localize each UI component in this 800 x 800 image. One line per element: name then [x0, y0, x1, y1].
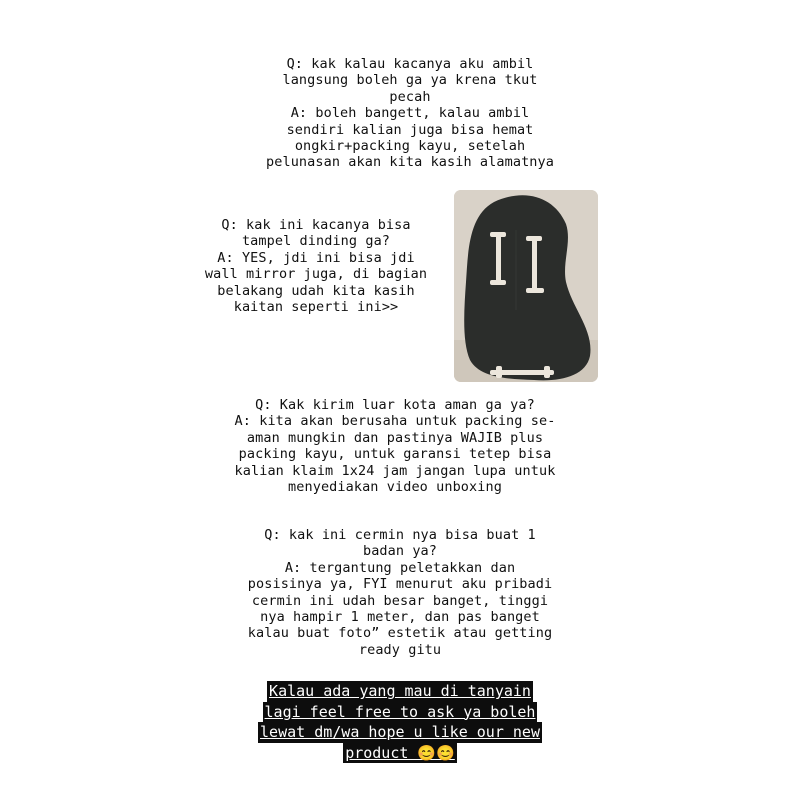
banner-line: product 😊😊 — [345, 743, 455, 762]
qa-block-pickup — [245, 56, 575, 171]
qa-block-full-body — [230, 527, 570, 658]
qa-line: ready gitu — [358, 641, 442, 658]
qa-line: A: boleh bangett, kalau ambil — [290, 105, 530, 122]
qa-line: Q: kak kalau kacanya aku ambil — [286, 56, 534, 72]
qa-line: kaitan seperti ini>> — [233, 299, 399, 316]
qa-line: Q: kak ini cermin nya bisa buat 1 — [264, 527, 536, 543]
qa-line: pelunasan akan kita kasih alamatnya — [266, 154, 554, 171]
qa-line: cermin ini udah besar banget, tinggi — [251, 592, 549, 609]
banner-line: lewat dm/wa hope u like our new — [260, 723, 540, 741]
qa-line: packing kayu, untuk garansi tetep bisa — [238, 446, 552, 463]
qa-line: badan ya? — [362, 543, 438, 560]
qa-line: nya hampir 1 meter, dan pas banget — [260, 609, 540, 626]
qa-line: kalau buat foto” estetik atau getting — [247, 625, 553, 642]
closing-banner — [220, 681, 580, 763]
qa-line: kalian klaim 1x24 jam jangan lupa untuk — [234, 462, 556, 479]
qa-line: aman mungkin dan pastinya WAJIB plus — [246, 429, 544, 446]
qa-line: Q: Kak kirim luar kota aman ga ya? — [255, 397, 535, 413]
qa-line: A: kita akan berusaha untuk packing se- — [234, 413, 556, 430]
banner-line: lagi feel free to ask ya boleh — [264, 702, 536, 721]
qa-line: tampel dinding ga? — [241, 233, 391, 250]
qa-line: belakang udah kita kasih — [217, 282, 415, 299]
qa-line: Q: kak ini kacanya bisa — [221, 217, 411, 233]
mirror-back-photo — [454, 190, 598, 382]
qa-line: menyediakan video unboxing — [288, 479, 502, 496]
qa-block-shipping — [210, 397, 580, 495]
banner-line: Kalau ada yang mau di tanyain — [269, 682, 531, 700]
qa-line: A: YES, jdi ini bisa jdi — [217, 249, 415, 266]
qa-block-wall-mount — [186, 217, 446, 315]
mirror-back-illustration — [454, 190, 598, 382]
qa-line: sendiri kalian juga bisa hemat — [286, 121, 534, 138]
qa-line: wall mirror juga, di bagian — [204, 266, 428, 283]
qa-line: A: tergantung peletakkan dan — [284, 559, 516, 576]
qa-line: posisinya ya, FYI menurut aku pribadi — [247, 576, 553, 593]
qa-line: langsung boleh ga ya krena tkut — [282, 72, 538, 89]
qa-line: pecah — [389, 88, 431, 105]
qa-line: ongkir+packing kayu, setelah — [294, 138, 526, 155]
